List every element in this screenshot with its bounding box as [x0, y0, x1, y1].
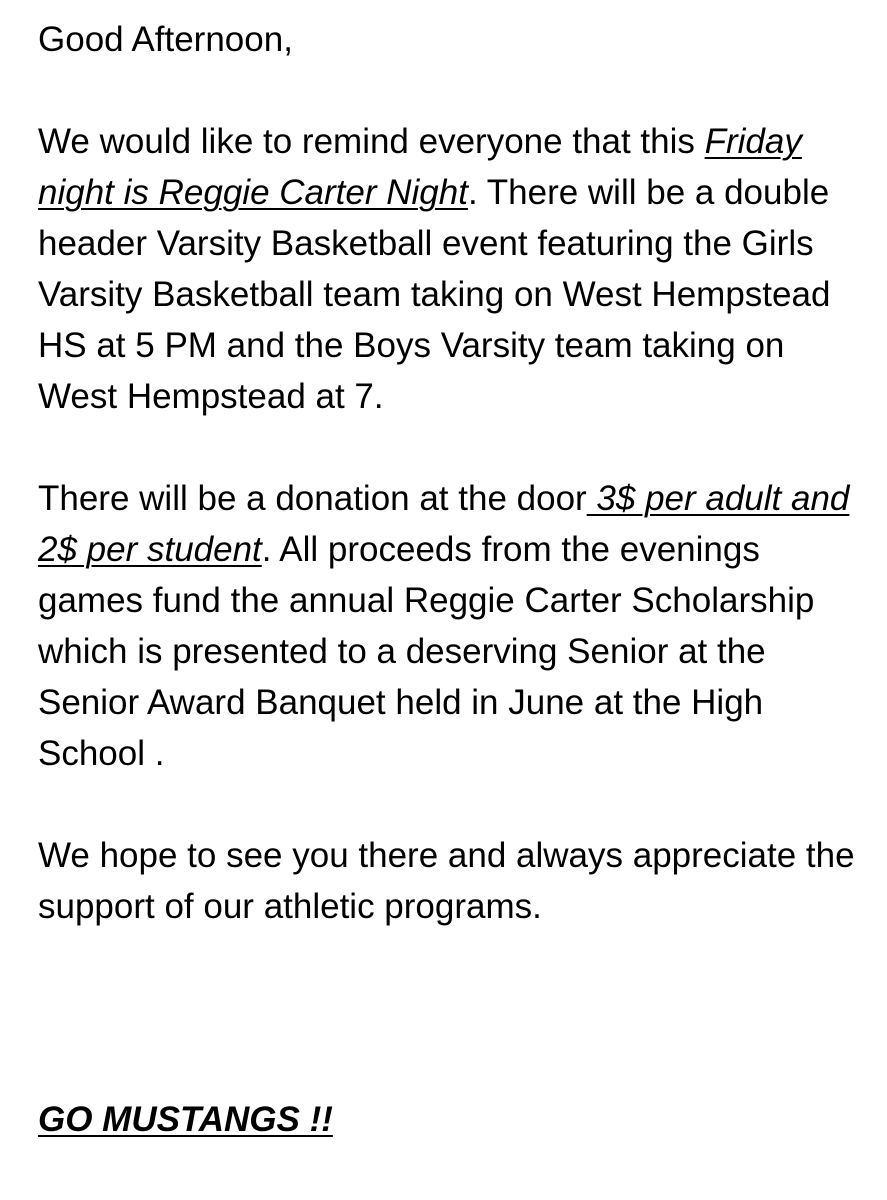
sign-off: GO MUSTANGS !!: [38, 1100, 333, 1139]
event-highlight: Friday night is Reggie Carter Night: [38, 122, 802, 212]
letter-body: [38, 14, 870, 932]
donation-prices: 3$ per adult and 2$ per student: [38, 479, 850, 569]
donation-paragraph: [38, 473, 870, 779]
event-details-text: . There will be a double header Varsity Basketball event featuring the Girls Varsity Basketball team taking on West Hempstead HS at 5 PM and the Boys Varsity team taking on West Hempstead at 7.: [38, 173, 831, 416]
closing-paragraph: We hope to see you there and always appreciate the support of our athletic programs.: [38, 836, 855, 926]
event-paragraph: [38, 116, 870, 422]
donation-intro-text: There will be a donation at the door: [38, 479, 587, 518]
greeting: Good Afternoon,: [38, 20, 293, 59]
donation-details-text: . All proceeds from the evenings games fund the annual Reggie Carter Scholarship which is presented to a deserving Senior at the Senior Award Banquet held in June at the High School .: [38, 530, 815, 773]
event-intro-text: We would like to remind everyone that this: [38, 122, 705, 161]
